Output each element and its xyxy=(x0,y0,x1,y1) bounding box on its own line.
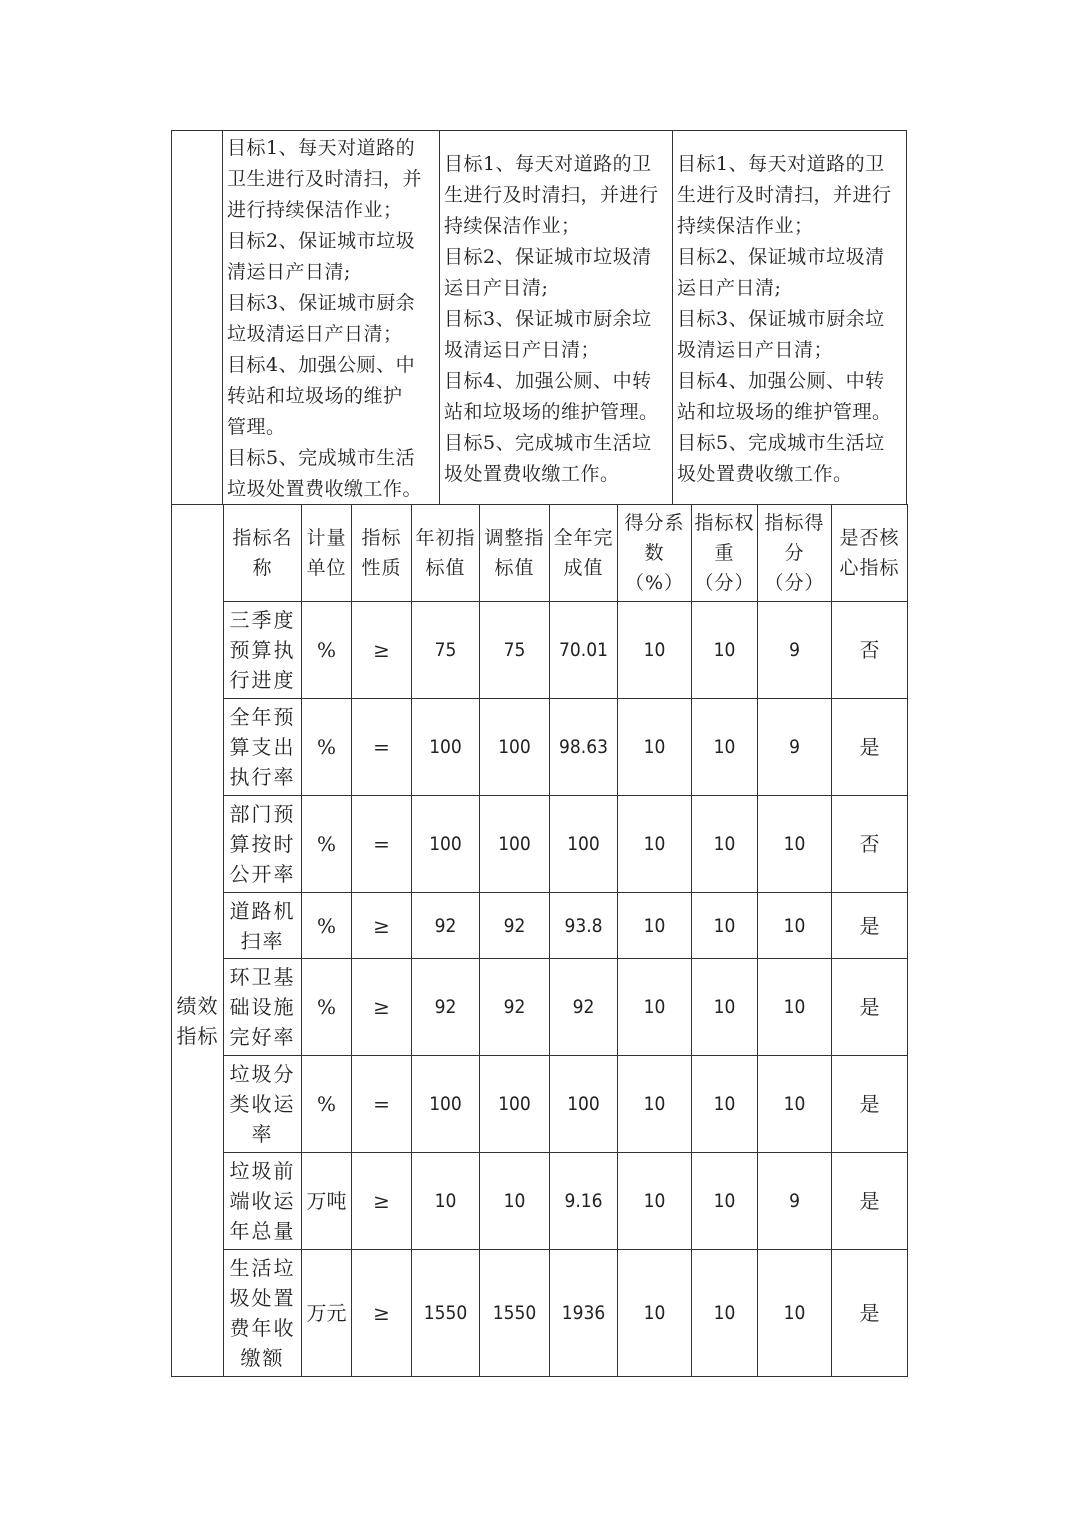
column-header: 指标性质 xyxy=(352,505,412,602)
cell-coef: 10 xyxy=(618,893,692,959)
cell-name: 生活垃圾处置费年收缴额 xyxy=(224,1250,302,1377)
goal-line: 目标3、保证城市厨余 xyxy=(227,292,416,314)
goal-line: 进行持续保洁作业； xyxy=(227,199,403,221)
goals-row-header xyxy=(171,131,223,505)
cell-adjusted: 100 xyxy=(480,699,550,796)
cell-coef: 10 xyxy=(618,1250,692,1377)
cell-core: 否 xyxy=(832,602,908,699)
cell-core: 是 xyxy=(832,699,908,796)
cell-coef: 10 xyxy=(618,1056,692,1153)
cell-nature: = xyxy=(352,796,412,893)
column-header: 年初指标值 xyxy=(412,505,480,602)
side-label: 绩效指标 xyxy=(172,505,224,1377)
cell-unit: % xyxy=(302,893,352,959)
goals-row xyxy=(171,130,907,505)
goal-line: 运日产日清; xyxy=(444,277,549,299)
indicator-table xyxy=(171,504,908,1377)
table-row xyxy=(172,959,908,1056)
goal-line: 目标2、保证城市垃圾清 xyxy=(444,246,652,268)
cell-unit: 万吨 xyxy=(302,1153,352,1250)
cell-score: 9 xyxy=(758,1153,832,1250)
cell-name: 部门预算按时公开率 xyxy=(224,796,302,893)
cell-core: 是 xyxy=(832,959,908,1056)
cell-core: 是 xyxy=(832,1250,908,1377)
goal-line: 卫生进行及时清扫，并 xyxy=(227,168,423,190)
cell-initial: 1550 xyxy=(412,1250,480,1377)
cell-weight: 10 xyxy=(692,1056,758,1153)
goal-line: 目标3、保证城市厨余垃 xyxy=(444,308,652,330)
cell-adjusted: 100 xyxy=(480,1056,550,1153)
table-row xyxy=(172,893,908,959)
goal-line: 圾处置费收缴工作。 xyxy=(677,463,853,485)
column-header: 指标名称 xyxy=(224,505,302,602)
goal-line: 圾清运日产日清； xyxy=(677,339,834,361)
goal-line: 圾清运日产日清； xyxy=(444,339,601,361)
cell-initial: 10 xyxy=(412,1153,480,1250)
cell-score: 10 xyxy=(758,893,832,959)
goal-cell-actual xyxy=(673,131,907,505)
goal-line: 清运日产日清; xyxy=(227,261,351,283)
performance-table xyxy=(171,130,907,1370)
cell-actual: 100 xyxy=(550,1056,618,1153)
goal-line: 站和垃圾场的维护管理。 xyxy=(677,401,892,423)
goal-line: 目标2、保证城市垃圾 xyxy=(227,230,416,252)
cell-nature: ≥ xyxy=(352,959,412,1056)
cell-score: 10 xyxy=(758,959,832,1056)
cell-adjusted: 92 xyxy=(480,959,550,1056)
cell-weight: 10 xyxy=(692,893,758,959)
cell-unit: % xyxy=(302,959,352,1056)
table-row xyxy=(172,1056,908,1153)
cell-core: 是 xyxy=(832,1056,908,1153)
cell-actual: 1936 xyxy=(550,1250,618,1377)
cell-coef: 10 xyxy=(618,796,692,893)
goal-line: 运日产日清; xyxy=(677,277,782,299)
column-header: 得分系数（%） xyxy=(618,505,692,602)
column-header: 调整指标值 xyxy=(480,505,550,602)
goal-line: 垃圾处置费收缴工作。 xyxy=(227,478,423,500)
cell-score: 9 xyxy=(758,602,832,699)
cell-adjusted: 10 xyxy=(480,1153,550,1250)
cell-score: 10 xyxy=(758,1056,832,1153)
column-header: 是否核心指标 xyxy=(832,505,908,602)
cell-initial: 100 xyxy=(412,1056,480,1153)
cell-initial: 100 xyxy=(412,796,480,893)
cell-score: 10 xyxy=(758,796,832,893)
table-row xyxy=(172,699,908,796)
cell-nature: = xyxy=(352,1056,412,1153)
cell-weight: 10 xyxy=(692,1250,758,1377)
goal-line: 目标1、每天对道路的 xyxy=(227,137,416,159)
cell-nature: ≥ xyxy=(352,1153,412,1250)
goal-line: 目标5、完成城市生活垃 xyxy=(444,432,652,454)
cell-initial: 75 xyxy=(412,602,480,699)
cell-initial: 92 xyxy=(412,893,480,959)
cell-actual: 93.8 xyxy=(550,893,618,959)
cell-adjusted: 92 xyxy=(480,893,550,959)
cell-weight: 10 xyxy=(692,602,758,699)
cell-nature: = xyxy=(352,699,412,796)
cell-adjusted: 1550 xyxy=(480,1250,550,1377)
cell-weight: 10 xyxy=(692,959,758,1056)
cell-actual: 92 xyxy=(550,959,618,1056)
goal-line: 持续保洁作业； xyxy=(444,215,581,237)
cell-core: 是 xyxy=(832,893,908,959)
cell-name: 垃圾前端收运年总量 xyxy=(224,1153,302,1250)
cell-score: 9 xyxy=(758,699,832,796)
table-row xyxy=(172,1153,908,1250)
cell-name: 垃圾分类收运率 xyxy=(224,1056,302,1153)
goal-line: 目标1、每天对道路的卫 xyxy=(444,153,652,175)
table-row xyxy=(172,602,908,699)
cell-actual: 70.01 xyxy=(550,602,618,699)
cell-unit: % xyxy=(302,602,352,699)
goal-line: 生进行及时清扫，并进行 xyxy=(444,184,659,206)
cell-unit: % xyxy=(302,699,352,796)
cell-adjusted: 100 xyxy=(480,796,550,893)
cell-core: 是 xyxy=(832,1153,908,1250)
goal-line: 垃圾清运日产日清； xyxy=(227,323,403,345)
goal-line: 站和垃圾场的维护管理。 xyxy=(444,401,659,423)
cell-weight: 10 xyxy=(692,796,758,893)
goal-line: 目标2、保证城市垃圾清 xyxy=(677,246,885,268)
cell-weight: 10 xyxy=(692,1153,758,1250)
cell-adjusted: 75 xyxy=(480,602,550,699)
goal-line: 目标3、保证城市厨余垃 xyxy=(677,308,885,330)
cell-coef: 10 xyxy=(618,699,692,796)
cell-name: 道路机扫率 xyxy=(224,893,302,959)
cell-coef: 10 xyxy=(618,602,692,699)
goal-cell-expected xyxy=(440,131,673,505)
cell-core: 否 xyxy=(832,796,908,893)
goal-line: 目标1、每天对道路的卫 xyxy=(677,153,885,175)
column-header: 指标得分（分） xyxy=(758,505,832,602)
cell-actual: 98.63 xyxy=(550,699,618,796)
column-header: 全年完成值 xyxy=(550,505,618,602)
cell-actual: 9.16 xyxy=(550,1153,618,1250)
cell-nature: ≥ xyxy=(352,1250,412,1377)
cell-coef: 10 xyxy=(618,959,692,1056)
cell-actual: 100 xyxy=(550,796,618,893)
cell-name: 环卫基础设施完好率 xyxy=(224,959,302,1056)
cell-score: 10 xyxy=(758,1250,832,1377)
cell-unit: 万元 xyxy=(302,1250,352,1377)
column-header: 指标权重（分） xyxy=(692,505,758,602)
goal-line: 转站和垃圾场的维护 xyxy=(227,385,403,407)
cell-coef: 10 xyxy=(618,1153,692,1250)
table-row xyxy=(172,796,908,893)
column-header: 计量单位 xyxy=(302,505,352,602)
cell-initial: 100 xyxy=(412,699,480,796)
goal-line: 圾处置费收缴工作。 xyxy=(444,463,620,485)
cell-name: 三季度预算执行进度 xyxy=(224,602,302,699)
table-row xyxy=(172,1250,908,1377)
goal-line: 目标4、加强公厕、中转 xyxy=(677,370,885,392)
cell-initial: 92 xyxy=(412,959,480,1056)
goal-line: 目标5、完成城市生活垃 xyxy=(677,432,885,454)
goal-line: 持续保洁作业； xyxy=(677,215,814,237)
goal-cell-annual xyxy=(223,131,440,505)
cell-nature: ≥ xyxy=(352,602,412,699)
cell-nature: ≥ xyxy=(352,893,412,959)
goal-line: 管理。 xyxy=(227,416,286,438)
cell-unit: % xyxy=(302,796,352,893)
goal-line: 目标5、完成城市生活 xyxy=(227,447,416,469)
cell-name: 全年预算支出执行率 xyxy=(224,699,302,796)
cell-unit: % xyxy=(302,1056,352,1153)
goal-line: 生进行及时清扫，并进行 xyxy=(677,184,892,206)
goal-line: 目标4、加强公厕、中 xyxy=(227,354,416,376)
cell-weight: 10 xyxy=(692,699,758,796)
goal-line: 目标4、加强公厕、中转 xyxy=(444,370,652,392)
